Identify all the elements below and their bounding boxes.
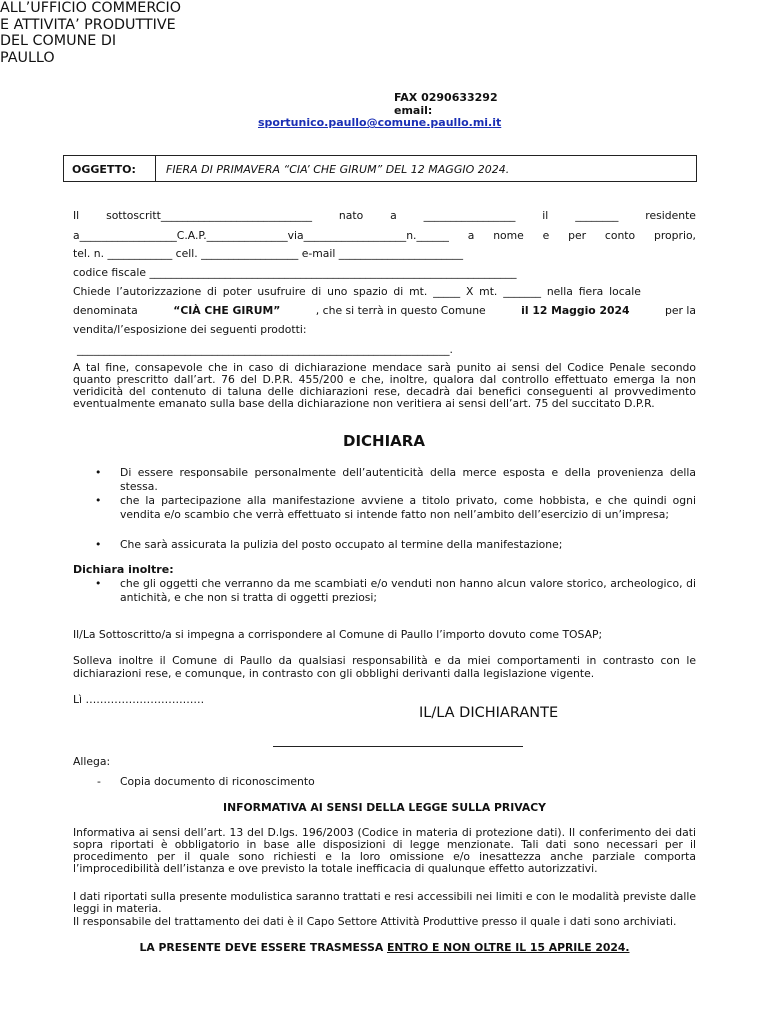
contact-fields[interactable]: tel. n. ____________ cell. __________________ e-mail _______________________ (73, 247, 463, 260)
email-link[interactable]: sportunico.paullo@comune.paullo.mi.it (258, 116, 502, 129)
request-line-3: vendita/l’esposizione dei seguenti prodotti: (73, 323, 307, 336)
deadline-date: ENTRO E NON OLTRE IL 15 APRILE 2024. (387, 941, 630, 954)
subject-value: FIERA DI PRIMAVERA “CIA’ CHE GIRUM” DEL 12 MAGGIO 2024. (166, 163, 510, 176)
also-declares-item: che gli oggetti che verranno da me scambiati e/o venduti non hanno alcun valore storico, archeologico, di antichità, e che non si tratta di oggetti preziosi; (120, 577, 696, 604)
signature-line[interactable] (273, 746, 523, 747)
privacy-paragraph-3: Il responsabile del trattamento dei dati è il Capo Settore Attività Produttive presso il quale i dati sono archiviati. (73, 915, 677, 928)
request-line-2 (73, 304, 696, 317)
release-statement: Solleva inoltre il Comune di Paullo da qualsiasi responsabilità e da miei comportamenti in contrasto con le dichiarazioni rese, e comunque, in contrasto con gli obblighi derivanti dalla legislazione vigente. (73, 654, 696, 680)
form-text: il (542, 209, 549, 222)
declaration-item-3: Che sarà assicurata la pulizia del posto occupato al termine della manifestazione; (120, 538, 563, 551)
form-text: , che si terrà in questo Comune (315, 304, 486, 317)
form-text: denominata (73, 304, 138, 317)
place-date-field[interactable]: Lì …………………………… (73, 693, 205, 706)
signature-label: IL/LA DICHIARANTE (419, 705, 559, 721)
recipient-line-2: E ATTIVITA’ PRODUTTIVE (0, 16, 176, 33)
fair-name: “CIÀ CHE GIRUM” (173, 304, 281, 317)
fair-date: il 12 Maggio 2024 (521, 304, 630, 317)
privacy-title: INFORMATIVA AI SENSI DELLA LEGGE SULLA PRIVACY (223, 801, 546, 814)
form-row-name (73, 209, 696, 222)
form-text: a (467, 229, 475, 242)
deadline-notice (73, 941, 696, 954)
form-text: e (542, 229, 550, 242)
form-text: proprio, (654, 229, 696, 242)
form-text: a (390, 209, 397, 222)
name-field[interactable]: sottoscritt____________________________ (106, 209, 313, 222)
bullet-dot: • (95, 577, 102, 590)
privacy-paragraph-1: Informativa ai sensi dell’art. 13 del D.lgs. 196/2003 (Codice in materia di protezione dati). Il conferimento dei dati sopra riportati è obbligatorio in base alle disposizioni di legge menzionate. Tali dati sono necessari per il procedimento per il quale sono richiesti e la loro omissione e/o inesattezza anche parziale comporta l’improcedibilità dell’istanza e ove previsto la totale inefficacia di qualunque effetto autorizzativi. (73, 826, 696, 875)
tosap-statement: Il/La Sottoscritto/a si impegna a corrispondere al Comune di Paullo l’importo dovuto come TOSAP; (73, 628, 603, 641)
also-declares-title: Dichiara inoltre: (73, 563, 174, 576)
form-text: Il (73, 209, 80, 222)
attachment-dash: - (97, 775, 101, 788)
bullet-dot: • (95, 538, 102, 551)
birthdate-field[interactable]: ________ (575, 209, 619, 222)
form-text: per (568, 229, 587, 242)
recipient-line-4: PAULLO (0, 49, 55, 66)
subject-label: OGGETTO: (64, 156, 156, 181)
declaration-item-2: che la partecipazione alla manifestazione avviene a titolo privato, come hobbista, e che quindi ogni vendita e/o scambio che verrà effettuato si intende fatto non nell’ambito dell’esercizio di un’impresa; (120, 494, 696, 521)
subject-box (63, 155, 697, 182)
attachment-item: Copia documento di riconoscimento (120, 775, 315, 788)
tax-code-field[interactable]: codice fiscale ____________________________________________________________________ (73, 266, 517, 279)
form-text: per la (665, 304, 696, 317)
bullet-dot: • (95, 466, 102, 479)
form-text: residente (645, 209, 696, 222)
form-text: conto (604, 229, 636, 242)
bullet-dot: • (95, 494, 102, 507)
recipient-line-3: DEL COMUNE DI (0, 33, 117, 49)
declares-title: DICHIARA (343, 432, 425, 450)
form-row-address (73, 229, 696, 242)
penal-paragraph: A tal fine, consapevole che in caso di dichiarazione mendace sarà punito ai sensi del Codice Penale secondo quanto prescritto dall’art. 76 del D.P.R. 455/200 e che, inoltre, qualora dal controllo effettuato emerga la non veridicità del contenuto di taluna delle dichiarazioni rese, decadrà dai benefici conseguenti al provvedimento eventualmente emanato sulla base della dichiarazione non veritiera ai sensi dell’art. 75 del succitato D.P.R. (73, 361, 696, 410)
address-fields[interactable]: a__________________C.A.P._______________via___________________n.______ (73, 229, 449, 242)
privacy-paragraph-2: I dati riportati sulla presente modulistica saranno trattati e resi accessibili nei limiti e con le modalità previste dalle leggi in materia. (73, 890, 696, 915)
form-text: nato (338, 209, 364, 222)
recipient-line-1: ALL’UFFICIO COMMERCIO (0, 0, 181, 16)
recipient-address (0, 0, 770, 66)
attachments-label: Allega: (73, 755, 111, 768)
form-text: nome (493, 229, 524, 242)
products-field[interactable]: _____________________________________________________________________. (77, 343, 453, 356)
birthplace-field[interactable]: _________________ (423, 209, 516, 222)
fax-number: FAX 0290633292 (394, 91, 498, 104)
email-label: email: (394, 104, 433, 117)
request-line-1: Chiede l’autorizzazione di poter usufruire di uno spazio di mt. _____ X mt. _______ nella fiera locale (73, 285, 641, 298)
deadline-prefix: LA PRESENTE DEVE ESSERE TRASMESSA (139, 941, 388, 954)
declaration-item-1: Di essere responsabile personalmente dell’autenticità della merce esposta e della provenienza della stessa. (120, 466, 696, 493)
